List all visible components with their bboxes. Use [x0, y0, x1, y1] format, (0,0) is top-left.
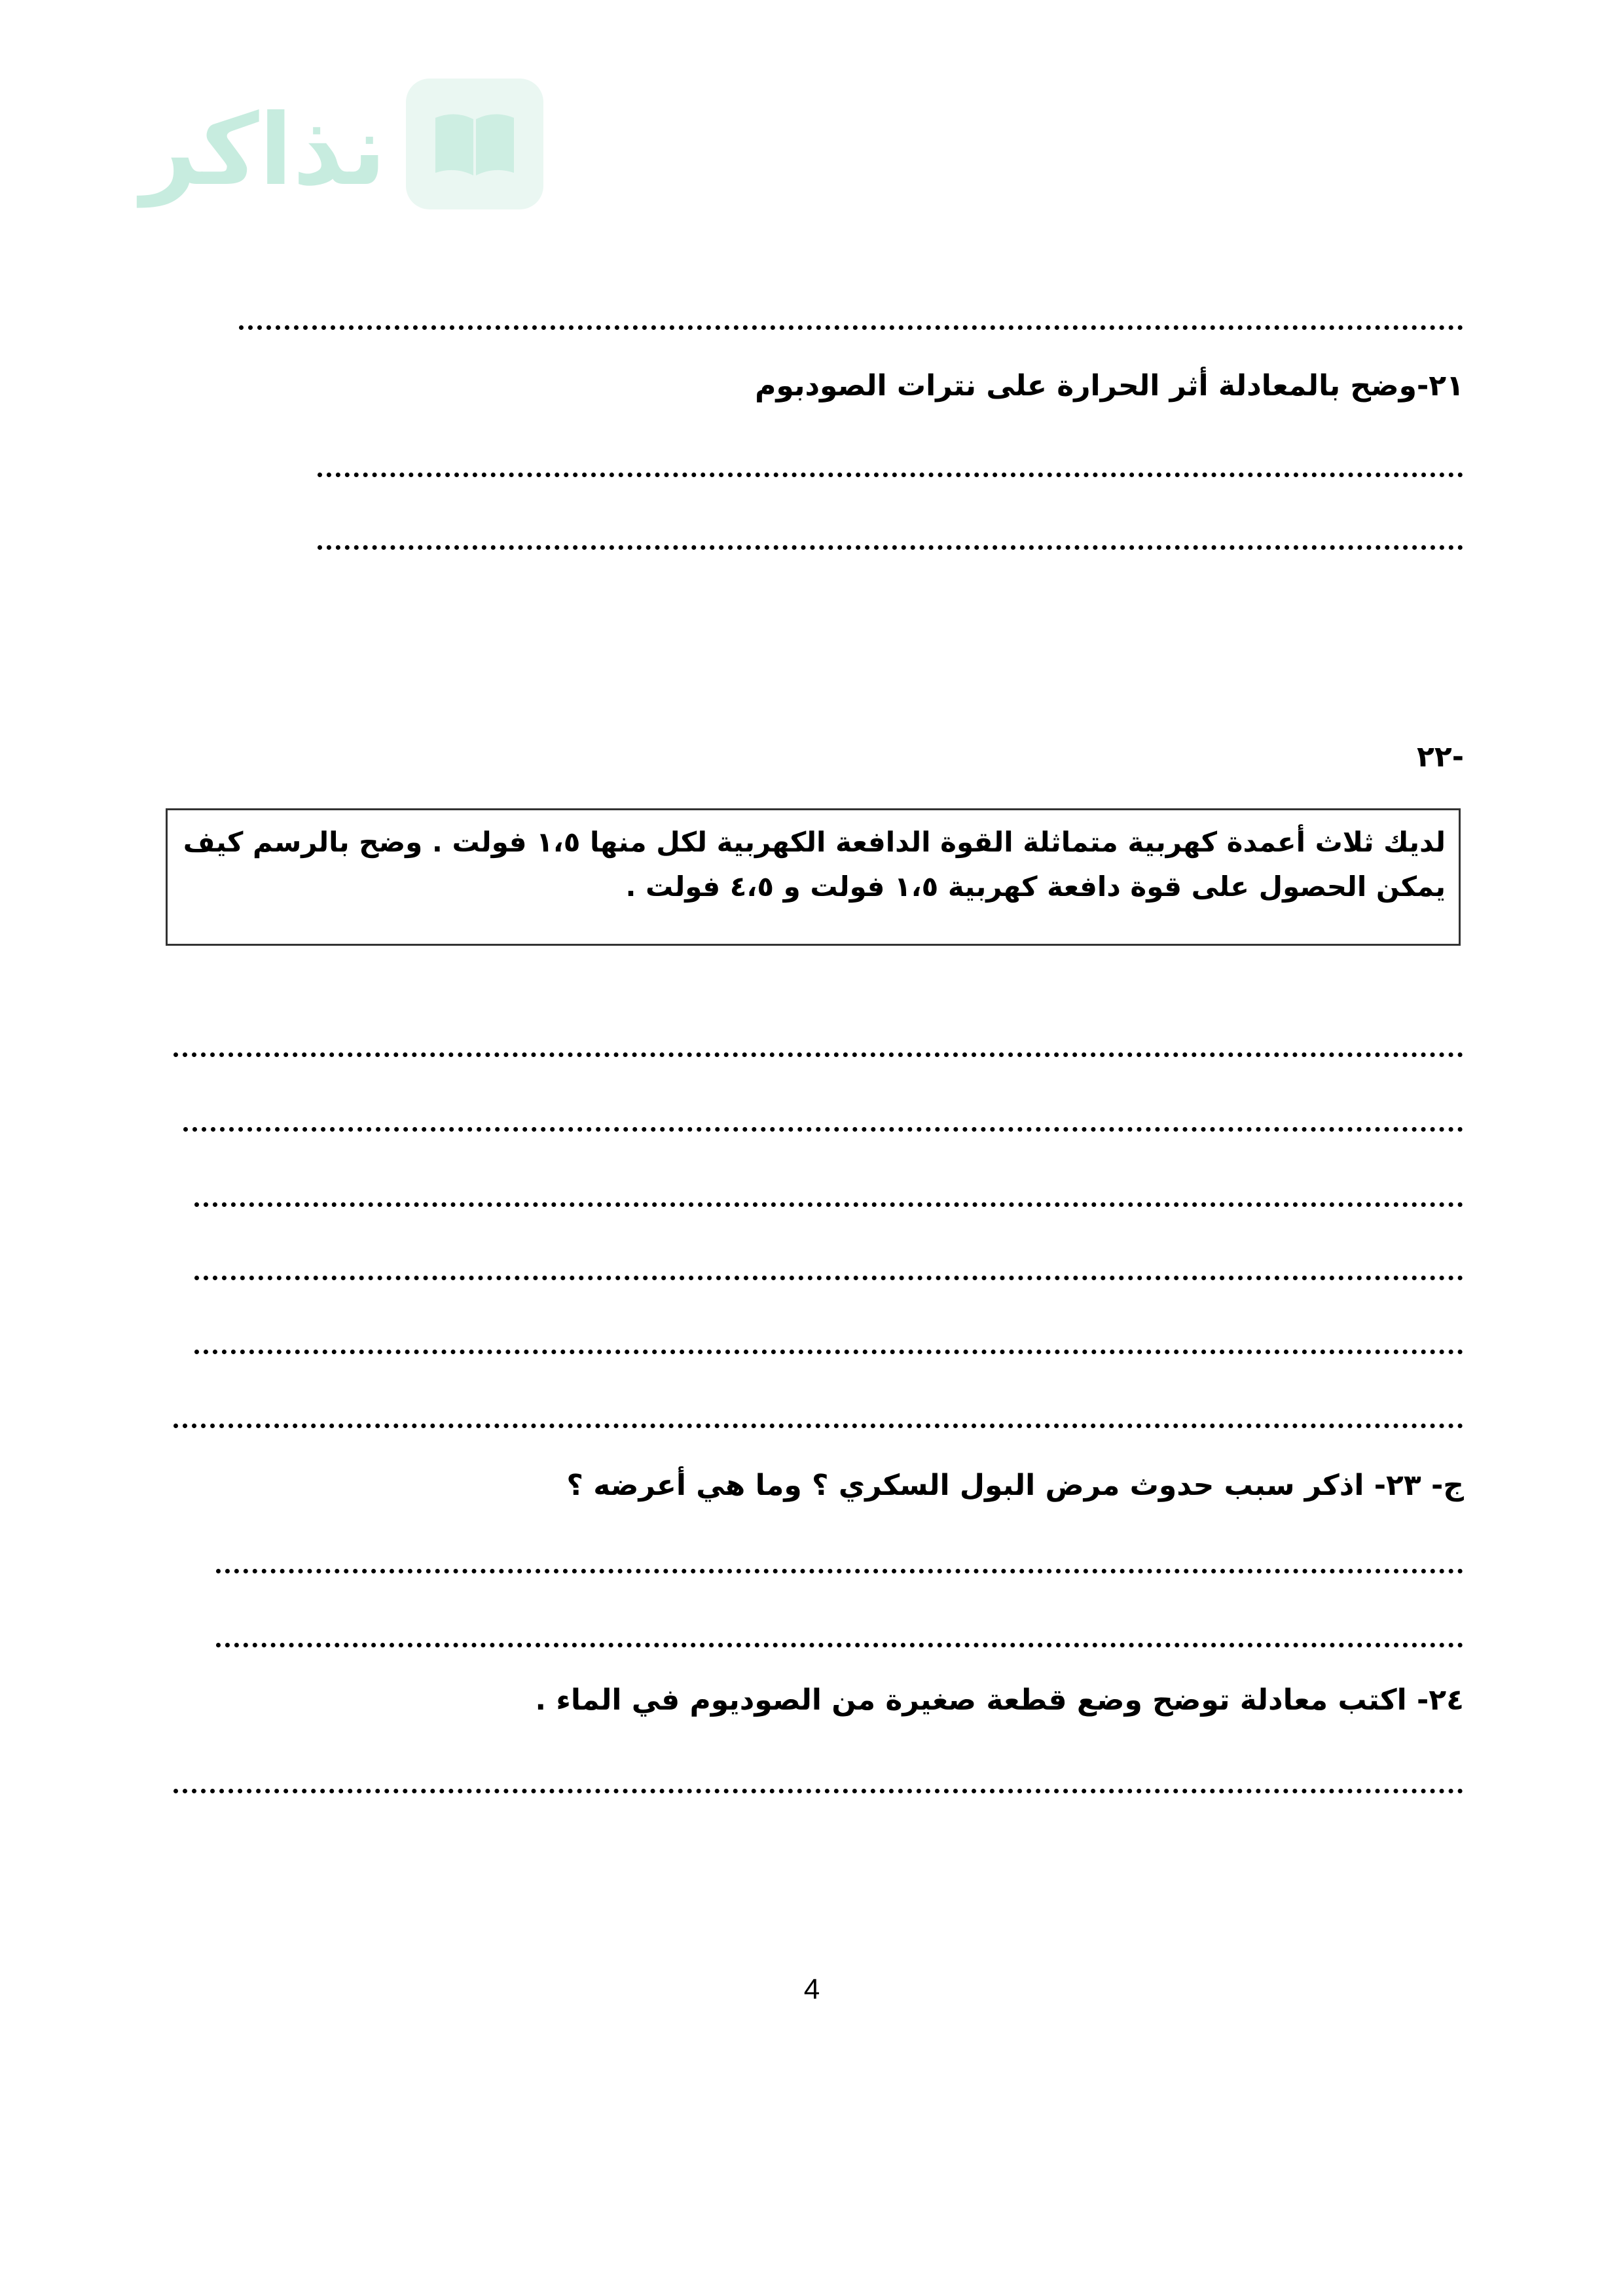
answer-line [173, 1052, 1463, 1057]
answer-line [173, 1424, 1463, 1428]
question-24: ٢٤- اكتب معادلة توضح وضع قطعة صغيرة من الصوديوم في الماء . [535, 1683, 1464, 1717]
question-22-number: -٢٢ [1417, 740, 1464, 774]
answer-line [239, 325, 1463, 330]
answer-line [194, 1202, 1463, 1207]
logo-tile [406, 79, 543, 209]
question-22-line-2: يمكن الحصول على قوة دافعة كهربية ١،٥ فولت و ٤،٥ فولت . [625, 870, 1446, 903]
question-21: ٢١-وضح بالمعادلة أثر الحرارة على نترات الصودبوم [755, 369, 1464, 403]
answer-line [183, 1127, 1463, 1132]
answer-line [194, 1276, 1463, 1280]
answer-line [216, 1643, 1463, 1647]
answer-line [216, 1569, 1463, 1573]
answer-line [173, 1789, 1463, 1793]
question-22-box [166, 808, 1461, 946]
page-number: 4 [803, 1973, 820, 2005]
answer-line [318, 473, 1463, 477]
answer-line [318, 545, 1463, 550]
open-book-icon [429, 105, 520, 183]
logo-wordmark: نذاكر [141, 94, 386, 207]
question-23: ج- ٢٣- اذكر سبب حدوث مرض البول السكري ؟ وما هي أعرضه ؟ [566, 1469, 1464, 1502]
answer-line [194, 1350, 1463, 1354]
question-22-line-1: لديك ثلاث أعمدة كهربية متماثلة القوة الدافعة الكهربية لكل منها ١،٥ فولت . وضح بالرسم كيف [183, 826, 1446, 858]
